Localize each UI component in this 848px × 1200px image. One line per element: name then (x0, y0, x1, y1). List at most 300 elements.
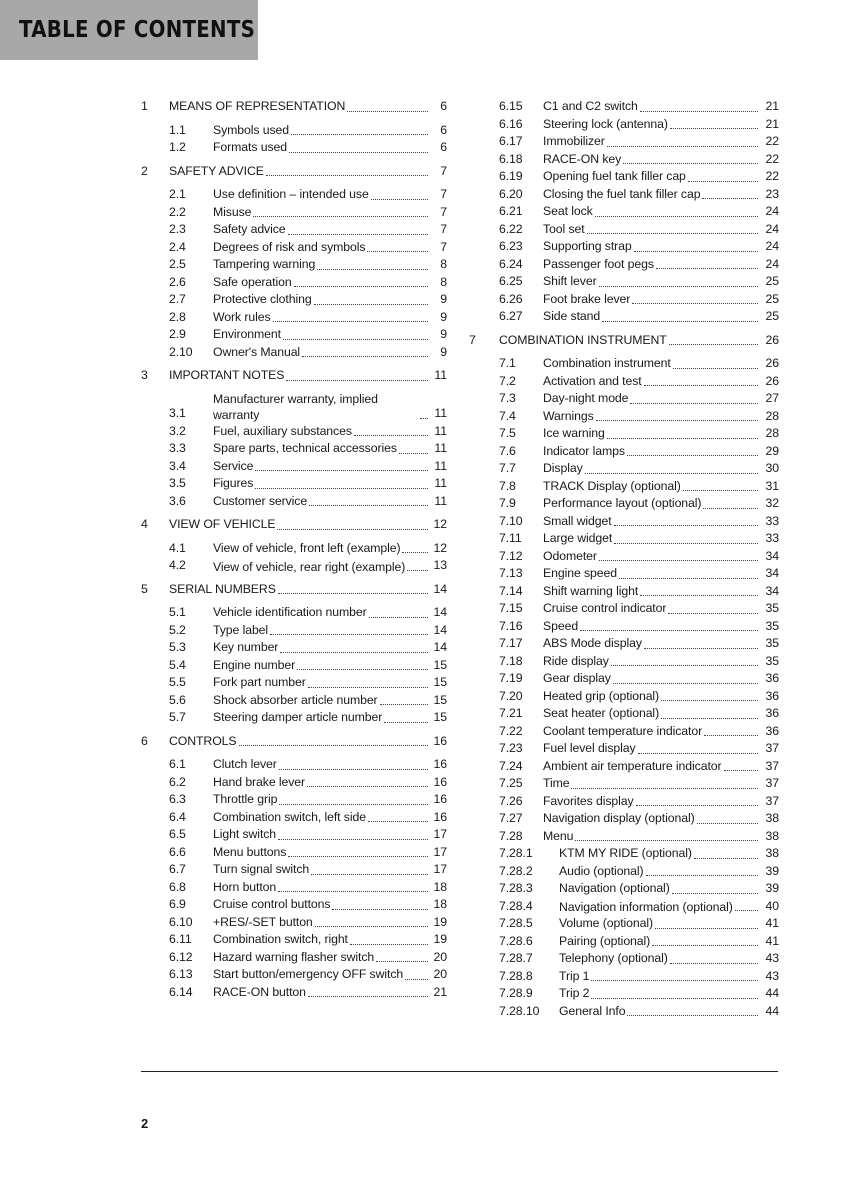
toc-entry-title: MEANS OF REPRESENTATION (169, 99, 346, 113)
toc-dot-leader (672, 893, 758, 894)
toc-entry-title: Safety advice (213, 222, 286, 236)
toc-entry-number: 6.23 (499, 239, 523, 253)
toc-dot-leader (367, 251, 428, 252)
toc-entry-title: ABS Mode display (543, 636, 642, 650)
toc-dot-leader (599, 560, 758, 561)
toc-entry-page: 26 (765, 373, 779, 388)
toc-entry-title: Combination switch, left side (213, 809, 366, 824)
toc-dot-leader (614, 525, 758, 526)
toc-entry-title: Favorites display (543, 793, 634, 808)
toc-entry-title: RACE-ON key (543, 151, 622, 166)
toc-section-entry[interactable] (469, 203, 779, 221)
toc-entry-page: 20 (433, 949, 447, 964)
toc-entry-page: 7 (440, 222, 447, 236)
toc-entry-page: 34 (765, 583, 779, 598)
toc-entry-page: 6 (440, 122, 447, 137)
toc-entry-page: 36 (765, 706, 779, 720)
toc-entry-number: 2.10 (169, 344, 193, 359)
toc-entry-number: 7.20 (499, 688, 523, 703)
toc-entry-title: General Info (559, 1003, 626, 1018)
toc-entry-number: 5.6 (169, 692, 186, 707)
toc-entry-title: Tool set (543, 221, 585, 236)
toc-section-entry[interactable] (141, 186, 447, 204)
toc-entry-title: Light switch (213, 827, 277, 841)
toc-entry-page: 16 (433, 792, 447, 806)
toc-section-entry[interactable] (469, 985, 779, 1003)
toc-entry-title: View of vehicle, front left (example) (213, 540, 401, 555)
toc-section-entry[interactable] (141, 692, 447, 710)
toc-section-entry[interactable] (469, 1003, 779, 1021)
toc-entry-number: 6.8 (169, 879, 186, 894)
toc-entry-number: 6.6 (169, 844, 186, 859)
toc-entry-number: 6.5 (169, 827, 186, 841)
toc-section-entry[interactable] (469, 740, 779, 758)
toc-section-entry[interactable] (469, 355, 779, 373)
toc-section-entry[interactable] (469, 670, 779, 688)
toc-section-entry[interactable] (469, 186, 779, 204)
toc-dot-leader (630, 403, 758, 404)
toc-dot-leader (266, 175, 428, 176)
toc-section-entry[interactable] (141, 756, 447, 774)
toc-dot-leader (277, 529, 428, 530)
toc-dot-leader (627, 455, 758, 456)
toc-section-entry[interactable] (141, 774, 447, 792)
toc-dot-leader (314, 304, 428, 305)
toc-entry-number: 7.18 (499, 653, 523, 668)
toc-chapter-entry[interactable] (469, 332, 779, 350)
toc-section-entry[interactable] (469, 513, 779, 531)
toc-entry-title: Start button/emergency OFF switch (213, 967, 404, 981)
toc-dot-leader (350, 944, 428, 945)
toc-section-entry[interactable] (469, 775, 779, 793)
toc-entry-page: 16 (433, 809, 447, 824)
toc-entry-number: 7.12 (499, 548, 523, 563)
toc-dot-leader (656, 268, 758, 269)
toc-section-entry[interactable] (141, 274, 447, 292)
toc-entry-title: Hazard warning flasher switch (213, 949, 375, 964)
toc-section-entry[interactable] (469, 373, 779, 391)
toc-entry-title: Day-night mode (543, 391, 629, 405)
toc-section-entry[interactable] (141, 309, 447, 327)
toc-entry-title: Navigation (optional) (559, 881, 670, 895)
toc-section-entry[interactable] (469, 968, 779, 986)
toc-section-entry[interactable] (469, 133, 779, 151)
toc-dot-leader (354, 435, 428, 436)
toc-section-entry[interactable] (469, 478, 779, 496)
toc-entry-number: 5.4 (169, 657, 186, 672)
toc-section-entry[interactable] (469, 256, 779, 274)
toc-entry-title: Protective clothing (213, 292, 312, 306)
toc-entry-page: 35 (765, 618, 779, 633)
toc-entry-number: 3 (141, 368, 148, 382)
toc-dot-leader (724, 770, 758, 771)
toc-entry-title: Opening fuel tank filler cap (543, 169, 686, 183)
toc-entry-page: 34 (765, 548, 779, 563)
toc-entry-title: Combination instrument (543, 356, 671, 370)
toc-section-entry[interactable] (141, 139, 447, 157)
toc-section-entry[interactable] (469, 618, 779, 636)
toc-entry-number: 7.14 (499, 583, 523, 598)
toc-entry-page: 11 (434, 458, 447, 473)
toc-dot-leader (384, 722, 428, 723)
toc-section-entry[interactable] (469, 793, 779, 811)
toc-entry-number: 2.4 (169, 239, 186, 254)
toc-entry-page: 12 (433, 540, 447, 555)
toc-section-entry[interactable] (141, 440, 447, 458)
toc-entry-page: 8 (440, 274, 447, 289)
toc-dot-leader (273, 321, 428, 322)
toc-section-entry[interactable] (141, 914, 447, 932)
toc-section-entry[interactable] (141, 674, 447, 692)
toc-entry-page: 7 (440, 204, 447, 219)
toc-dot-leader (596, 420, 758, 421)
toc-section-entry[interactable] (141, 791, 447, 809)
toc-section-entry[interactable] (469, 880, 779, 898)
toc-section-entry[interactable] (141, 604, 447, 622)
toc-entry-page: 11 (434, 441, 447, 455)
toc-dot-leader (368, 821, 428, 822)
toc-section-entry[interactable] (469, 530, 779, 548)
toc-section-entry[interactable] (141, 493, 447, 511)
toc-dot-leader (376, 961, 428, 962)
toc-entry-number: 6.25 (499, 274, 523, 288)
toc-dot-leader (644, 648, 758, 649)
toc-section-entry[interactable] (469, 898, 779, 916)
toc-entry-title: Side stand (543, 309, 601, 323)
toc-section-entry[interactable] (469, 688, 779, 706)
toc-dot-leader (670, 963, 758, 964)
toc-entry-number: 7.28.7 (499, 951, 533, 965)
toc-section-entry[interactable] (141, 291, 447, 309)
toc-chapter-entry[interactable] (141, 367, 447, 385)
toc-entry-number: 6.7 (169, 862, 186, 876)
toc-dot-leader (315, 926, 428, 927)
toc-entry-number: 3.4 (169, 458, 186, 473)
toc-entry-number: 7.13 (499, 566, 523, 580)
toc-dot-leader (253, 216, 428, 217)
toc-dot-leader (638, 753, 758, 754)
toc-entry-title: Small widget (543, 513, 612, 528)
toc-dot-leader (371, 199, 428, 200)
toc-section-entry[interactable] (469, 238, 779, 256)
toc-section-entry[interactable] (469, 583, 779, 601)
toc-entry-page: 17 (433, 844, 447, 859)
toc-dot-leader (369, 617, 428, 618)
toc-section-entry[interactable] (141, 204, 447, 222)
toc-entry-title: Warnings (543, 408, 594, 423)
toc-entry-title: Tampering warning (213, 257, 316, 271)
toc-section-entry[interactable] (469, 308, 779, 326)
toc-entry-page: 32 (765, 496, 779, 510)
toc-section-entry[interactable] (469, 863, 779, 881)
toc-dot-leader (279, 804, 428, 805)
toc-entry-page: 14 (433, 640, 447, 654)
toc-section-entry[interactable] (141, 709, 447, 727)
toc-entry-page: 20 (433, 967, 447, 981)
toc-entry-title: Owner's Manual (213, 344, 301, 359)
toc-entry-page: 19 (433, 914, 447, 929)
toc-entry-page: 33 (765, 531, 779, 545)
toc-entry-page: 38 (765, 828, 779, 843)
toc-dot-leader (636, 805, 758, 806)
toc-entry-number: 6.18 (499, 151, 523, 166)
toc-dot-leader (347, 111, 428, 112)
toc-entry-number: 2 (141, 163, 148, 178)
toc-entry-number: 5.3 (169, 640, 186, 654)
toc-entry-page: 37 (765, 758, 779, 773)
toc-entry-title: Trip 2 (559, 986, 590, 1000)
toc-entry-title: Closing the fuel tank filler cap (543, 186, 701, 201)
toc-section-entry[interactable] (141, 423, 447, 441)
toc-section-entry[interactable] (141, 256, 447, 274)
toc-section-entry[interactable] (469, 548, 779, 566)
toc-dot-leader (614, 543, 758, 544)
toc-section-entry[interactable] (141, 931, 447, 949)
toc-section-entry[interactable] (469, 443, 779, 461)
toc-section-entry[interactable] (469, 291, 779, 309)
toc-entry-page: 17 (433, 862, 447, 876)
toc-entry-page: 36 (765, 723, 779, 738)
toc-entry-number: 6.13 (169, 967, 193, 981)
toc-section-entry[interactable] (141, 966, 447, 984)
toc-entry-number: 7.19 (499, 671, 523, 685)
toc-entry-number: 7.28.3 (499, 881, 533, 895)
toc-entry-title: Figures (213, 476, 254, 490)
toc-section-entry[interactable] (141, 861, 447, 879)
toc-entry-number: 3.2 (169, 423, 186, 438)
toc-entry-number: 7.17 (499, 636, 523, 650)
toc-entry-number: 6.9 (169, 897, 186, 911)
toc-entry-page: 19 (433, 932, 447, 946)
toc-entry-page: 14 (433, 581, 447, 596)
toc-entry-title: Service (213, 458, 254, 473)
toc-section-entry[interactable] (469, 950, 779, 968)
toc-section-entry[interactable] (469, 151, 779, 169)
toc-dot-leader (703, 508, 758, 509)
toc-dot-leader (646, 875, 758, 876)
toc-chapter-entry[interactable] (141, 163, 447, 181)
toc-section-entry[interactable] (141, 458, 447, 476)
toc-section-entry[interactable] (469, 460, 779, 478)
toc-dot-leader (668, 613, 758, 614)
toc-entry-number: 6.16 (499, 116, 523, 131)
toc-section-entry[interactable] (469, 565, 779, 583)
toc-entry-title: COMBINATION INSTRUMENT (499, 332, 667, 347)
toc-entry-page: 9 (440, 327, 447, 341)
toc-section-entry[interactable] (141, 826, 447, 844)
toc-entry-title: SAFETY ADVICE (169, 163, 264, 178)
toc-entry-title: Symbols used (213, 122, 290, 137)
toc-section-entry[interactable] (141, 657, 447, 675)
toc-entry-number: 7.11 (499, 531, 522, 545)
toc-dot-leader (697, 823, 758, 824)
toc-entry-title: Odometer (543, 548, 597, 563)
toc-entry-number: 4 (141, 517, 148, 531)
toc-dot-leader (575, 840, 758, 841)
toc-entry-number: 3.5 (169, 476, 186, 490)
toc-section-entry[interactable] (469, 635, 779, 653)
toc-section-entry[interactable] (469, 495, 779, 513)
toc-entry-page: 15 (433, 675, 447, 689)
toc-section-entry[interactable] (469, 758, 779, 776)
toc-entry-number: 6.4 (169, 809, 186, 824)
toc-entry-page: 23 (765, 186, 779, 201)
toc-section-entry[interactable] (469, 915, 779, 933)
toc-entry-number: 6 (141, 733, 148, 748)
toc-section-entry[interactable] (469, 168, 779, 186)
toc-section-entry[interactable] (141, 239, 447, 257)
toc-section-entry[interactable] (141, 949, 447, 967)
page-header-tab (0, 0, 258, 60)
toc-section-entry[interactable] (141, 844, 447, 862)
toc-section-entry[interactable] (141, 896, 447, 914)
toc-section-entry[interactable] (141, 809, 447, 827)
toc-dot-leader (580, 630, 758, 631)
toc-dot-leader (683, 490, 758, 491)
toc-dot-leader (420, 418, 428, 419)
toc-entry-page: 41 (765, 916, 779, 930)
toc-section-entry[interactable] (469, 845, 779, 863)
toc-entry-title: View of vehicle, rear right (example) (213, 559, 406, 574)
toc-dot-leader (644, 385, 758, 386)
toc-section-entry[interactable] (141, 344, 447, 362)
toc-section-entry[interactable] (141, 984, 447, 1002)
toc-section-entry[interactable] (141, 639, 447, 657)
toc-entry-number: 7.9 (499, 496, 516, 510)
toc-dot-leader (405, 979, 428, 980)
toc-entry-title: Key number (213, 640, 279, 654)
toc-entry-title: TRACK Display (optional) (543, 478, 681, 493)
toc-dot-leader (704, 735, 758, 736)
toc-section-entry[interactable] (141, 326, 447, 344)
toc-entry-number: 2.9 (169, 327, 186, 341)
toc-dot-leader (255, 488, 428, 489)
toc-dot-leader (280, 652, 428, 653)
toc-entry-title: Navigation display (optional) (543, 811, 695, 825)
toc-entry-title: Environment (213, 327, 281, 341)
toc-entry-page: 43 (765, 951, 779, 965)
toc-entry-title: Cruise control indicator (543, 601, 667, 615)
toc-entry-number: 5.1 (169, 605, 186, 619)
toc-entry-title: Pairing (optional) (559, 933, 651, 948)
toc-chapter-entry[interactable] (141, 733, 447, 751)
toc-entry-page: 28 (765, 408, 779, 423)
toc-section-entry[interactable] (469, 723, 779, 741)
toc-section-entry[interactable] (469, 98, 779, 116)
toc-entry-page: 36 (765, 688, 779, 703)
toc-chapter-entry[interactable] (141, 516, 447, 534)
toc-entry-title: Foot brake lever (543, 291, 631, 306)
toc-section-entry[interactable] (469, 933, 779, 951)
toc-section-entry[interactable] (469, 705, 779, 723)
toc-section-entry[interactable] (141, 391, 447, 423)
toc-entry-title: Misuse (213, 204, 252, 219)
toc-section-entry[interactable] (141, 122, 447, 140)
toc-entry-title: C1 and C2 switch (543, 99, 638, 113)
toc-right-column (469, 98, 779, 1020)
toc-section-entry[interactable] (469, 273, 779, 291)
toc-section-entry[interactable] (469, 810, 779, 828)
toc-entry-number: 6.11 (169, 932, 192, 946)
toc-entry-number: 7.22 (499, 723, 523, 738)
toc-entry-title: RACE-ON button (213, 984, 306, 999)
toc-entry-title: Supporting strap (543, 239, 632, 253)
toc-entry-page: 22 (765, 134, 779, 148)
toc-section-entry[interactable] (141, 221, 447, 239)
toc-entry-page: 28 (765, 426, 779, 440)
toc-dot-leader (283, 339, 428, 340)
toc-entry-number: 7.28.5 (499, 916, 533, 930)
toc-dot-leader (623, 163, 758, 164)
toc-entry-title: IMPORTANT NOTES (169, 368, 285, 382)
toc-entry-title: Activation and test (543, 373, 642, 388)
toc-entry-title: Vehicle identification number (213, 605, 367, 619)
toc-entry-page: 21 (765, 99, 779, 113)
toc-chapter-entry[interactable] (141, 581, 447, 599)
toc-dot-leader (585, 473, 758, 474)
toc-section-entry[interactable] (469, 653, 779, 671)
toc-dot-leader (587, 233, 758, 234)
toc-dot-leader (619, 578, 758, 579)
toc-entry-title: Degrees of risk and symbols (213, 239, 366, 254)
toc-section-entry[interactable] (141, 540, 447, 558)
toc-entry-title: Customer service (213, 493, 308, 508)
toc-entry-page: 16 (433, 733, 447, 748)
toc-dot-leader (279, 769, 428, 770)
toc-chapter-entry[interactable] (141, 98, 447, 116)
toc-dot-leader (613, 683, 758, 684)
toc-entry-number: 7.4 (499, 408, 516, 423)
toc-dot-leader (640, 111, 758, 112)
toc-dot-leader (607, 438, 758, 439)
toc-dot-leader (278, 839, 428, 840)
toc-section-entry[interactable] (469, 116, 779, 134)
toc-section-entry[interactable] (469, 600, 779, 618)
page-number: 2 (141, 1116, 149, 1131)
page-title: TABLE OF CONTENTS (19, 17, 256, 43)
toc-entry-page: 11 (434, 406, 447, 420)
toc-entry-page: 7 (440, 187, 447, 201)
toc-dot-leader (634, 251, 758, 252)
toc-entry-title: Work rules (213, 309, 271, 324)
toc-entry-title: Ice warning (543, 426, 605, 440)
toc-section-entry[interactable] (469, 408, 779, 426)
toc-dot-leader (308, 996, 428, 997)
toc-entry-number: 2.8 (169, 309, 186, 324)
toc-entry-page: 37 (765, 741, 779, 755)
toc-dot-leader (688, 181, 758, 182)
toc-entry-title: Cruise control buttons (213, 897, 331, 911)
toc-entry-page: 43 (765, 968, 779, 983)
toc-entry-number: 7.28.2 (499, 863, 533, 878)
toc-entry-number: 2.1 (169, 187, 186, 201)
toc-section-entry[interactable] (141, 475, 447, 493)
toc-entry-title: Navigation information (optional) (559, 900, 733, 914)
toc-dot-leader (288, 856, 428, 857)
toc-section-entry[interactable] (469, 425, 779, 443)
toc-section-entry[interactable] (469, 221, 779, 239)
toc-dot-leader (311, 874, 428, 875)
toc-entry-title: Volume (optional) (559, 916, 653, 930)
toc-dot-leader (661, 718, 758, 719)
toc-section-entry[interactable] (469, 828, 779, 846)
toc-section-entry[interactable] (141, 879, 447, 897)
toc-entry-number: 7.28.4 (499, 898, 533, 913)
toc-section-entry[interactable] (469, 390, 779, 408)
toc-section-entry[interactable] (141, 622, 447, 640)
toc-section-entry[interactable] (141, 557, 447, 575)
toc-dot-leader (599, 286, 758, 287)
